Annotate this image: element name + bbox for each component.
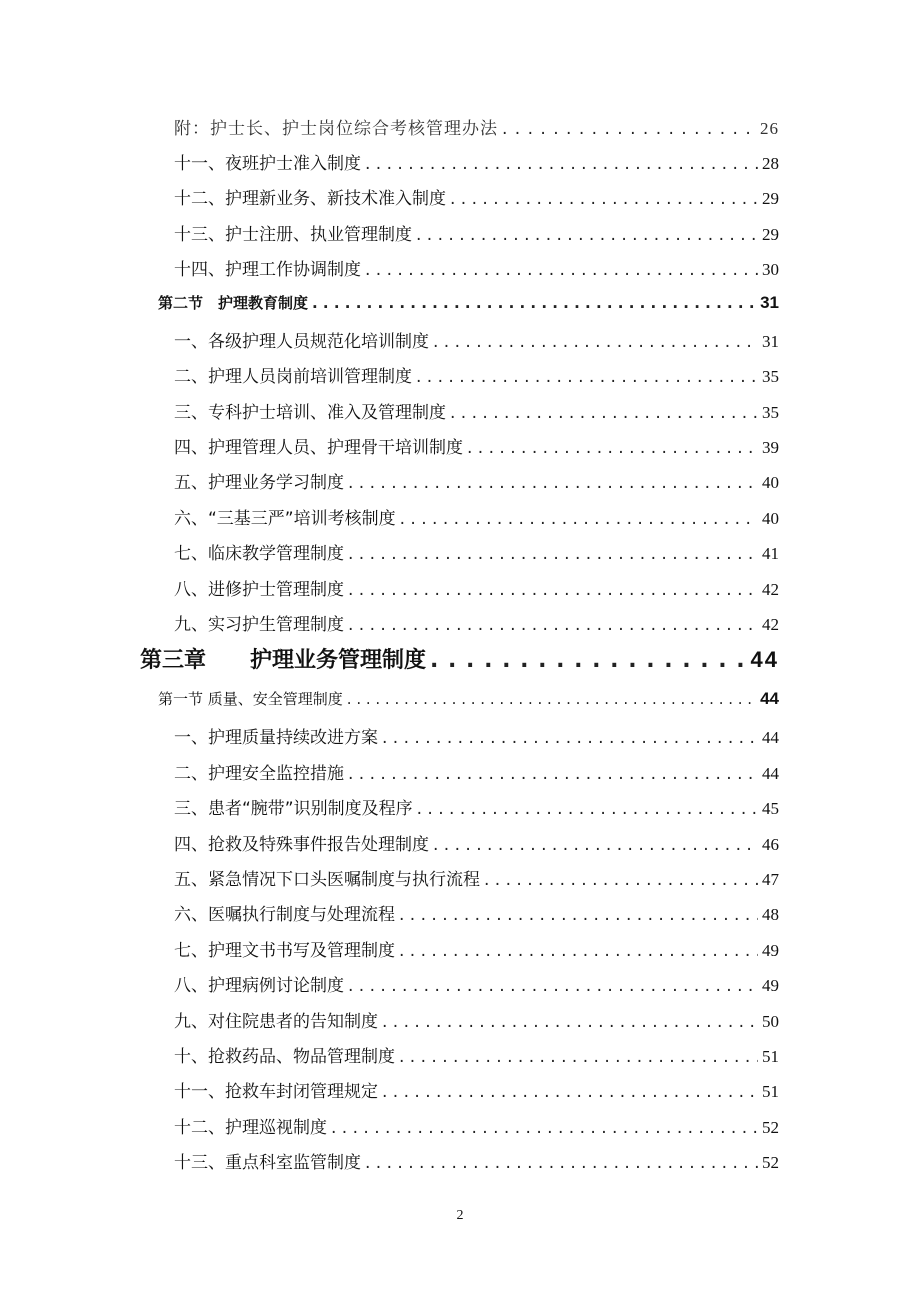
dot-leader bbox=[348, 580, 758, 600]
dot-leader bbox=[399, 905, 758, 925]
dot-leader bbox=[433, 332, 758, 352]
toc-entry-title: 四、抢救及特殊事件报告处理制度 bbox=[174, 835, 429, 855]
toc-entry bbox=[174, 149, 779, 174]
toc-entry bbox=[174, 504, 779, 529]
toc-entry bbox=[174, 1113, 779, 1138]
toc-entry-title: 八、进修护士管理制度 bbox=[174, 580, 344, 600]
toc-entry bbox=[174, 398, 779, 423]
dot-leader bbox=[399, 1047, 758, 1067]
toc-entry-title: 一、护理质量持续改进方案 bbox=[174, 728, 378, 748]
toc-entry-title: 一、各级护理人员规范化培训制度 bbox=[174, 332, 429, 352]
dot-leader bbox=[348, 976, 758, 996]
toc-chapter-title: 第三章 护理业务管理制度 bbox=[140, 648, 427, 673]
toc-entry bbox=[174, 759, 779, 784]
toc-entry bbox=[174, 184, 779, 209]
dot-leader bbox=[430, 648, 747, 673]
toc-entry bbox=[174, 1148, 779, 1173]
toc-entry-title: 四、护理管理人员、护理骨干培训制度 bbox=[174, 438, 463, 458]
toc-entry-title: 十二、护理巡视制度 bbox=[174, 1118, 327, 1138]
toc-entry-page: 29 bbox=[762, 225, 779, 244]
toc-entry-page: 44 bbox=[762, 728, 779, 747]
toc-entry-title: 附：护士长、护士岗位综合考核管理办法 bbox=[174, 119, 498, 139]
toc-entry bbox=[174, 362, 779, 387]
toc-entry-title: 十一、抢救车封闭管理规定 bbox=[174, 1082, 378, 1102]
toc-entry-title: 十三、重点科室监管制度 bbox=[174, 1153, 361, 1173]
dot-leader bbox=[348, 473, 758, 493]
dot-leader bbox=[399, 941, 758, 961]
toc-entry-page: 52 bbox=[762, 1118, 779, 1137]
toc-entry-page: 28 bbox=[762, 154, 779, 173]
dot-leader bbox=[348, 764, 758, 784]
page-number: 2 bbox=[456, 1208, 464, 1223]
toc-section-page: 31 bbox=[760, 293, 779, 312]
toc-entry bbox=[174, 1042, 779, 1067]
dot-leader bbox=[400, 509, 758, 529]
toc-entry-title: 七、护理文书书写及管理制度 bbox=[174, 941, 395, 961]
toc-entry-page: 49 bbox=[762, 941, 779, 960]
toc-entry bbox=[174, 900, 779, 925]
dot-leader bbox=[365, 1153, 758, 1173]
toc-entry-title: 十四、护理工作协调制度 bbox=[174, 260, 361, 280]
toc-section-page: 44 bbox=[760, 689, 779, 708]
toc-entry-page: 29 bbox=[762, 189, 779, 208]
toc-entry bbox=[174, 1077, 779, 1102]
dot-leader bbox=[417, 799, 758, 819]
dot-leader bbox=[484, 870, 758, 890]
toc-entry-page: 40 bbox=[762, 473, 779, 492]
toc-entry-title: 十一、夜班护士准入制度 bbox=[174, 154, 361, 174]
toc-entry-title: 六、“三基三严”培训考核制度 bbox=[174, 509, 396, 529]
dot-leader bbox=[365, 154, 758, 174]
toc-entry-page: 35 bbox=[762, 403, 779, 422]
toc-entry bbox=[174, 575, 779, 600]
dot-leader bbox=[467, 438, 758, 458]
toc-entry-title: 十、抢救药品、物品管理制度 bbox=[174, 1047, 395, 1067]
toc-entry bbox=[174, 327, 779, 352]
toc-entry bbox=[174, 865, 779, 890]
toc-entry bbox=[174, 1007, 779, 1032]
toc-entry-title: 十三、护士注册、执业管理制度 bbox=[174, 225, 412, 245]
toc-entry bbox=[174, 468, 779, 493]
toc-entry bbox=[174, 114, 779, 139]
toc-entry bbox=[174, 220, 779, 245]
toc-entry bbox=[174, 255, 779, 280]
toc-entry-title: 十二、护理新业务、新技术准入制度 bbox=[174, 189, 446, 209]
toc-entry-title: 三、专科护士培训、准入及管理制度 bbox=[174, 403, 446, 423]
toc-section-title: 第一节 质量、安全管理制度 bbox=[158, 690, 343, 708]
toc-entry-title: 二、护理人员岗前培训管理制度 bbox=[174, 367, 412, 387]
toc-entry-page: 42 bbox=[762, 615, 779, 634]
toc-entry-title: 二、护理安全监控措施 bbox=[174, 764, 344, 784]
toc-entry-page: 30 bbox=[762, 260, 779, 279]
toc-section-heading bbox=[158, 292, 779, 313]
toc-entry-title: 九、实习护生管理制度 bbox=[174, 615, 344, 635]
dot-leader bbox=[365, 260, 758, 280]
toc-entry-page: 52 bbox=[762, 1153, 779, 1172]
dot-leader bbox=[416, 225, 758, 245]
dot-leader bbox=[382, 728, 758, 748]
dot-leader bbox=[382, 1082, 758, 1102]
toc-entry-title: 三、患者“腕带”识别制度及程序 bbox=[174, 799, 413, 819]
toc-entry bbox=[174, 971, 779, 996]
dot-leader bbox=[502, 119, 756, 139]
toc-entry-page: 51 bbox=[762, 1082, 779, 1101]
toc-chapter-heading bbox=[140, 643, 779, 674]
dot-leader bbox=[312, 294, 756, 312]
toc-entry bbox=[174, 723, 779, 748]
toc-entry-title: 九、对住院患者的告知制度 bbox=[174, 1012, 378, 1032]
toc-entry bbox=[174, 539, 779, 564]
toc-entry-page: 46 bbox=[762, 835, 779, 854]
toc-entry-page: 26 bbox=[760, 119, 779, 138]
toc-entry-page: 35 bbox=[762, 367, 779, 386]
toc-entry-page: 48 bbox=[762, 905, 779, 924]
toc-entry bbox=[174, 830, 779, 855]
toc-entry-page: 42 bbox=[762, 580, 779, 599]
toc-entry-page: 31 bbox=[762, 332, 779, 351]
toc-entry-title: 八、护理病例讨论制度 bbox=[174, 976, 344, 996]
toc-entry-page: 45 bbox=[762, 799, 779, 818]
toc-section-heading bbox=[158, 688, 779, 709]
toc-entry-title: 五、护理业务学习制度 bbox=[174, 473, 344, 493]
dot-leader bbox=[348, 544, 758, 564]
toc-entry-title: 六、医嘱执行制度与处理流程 bbox=[174, 905, 395, 925]
toc-entry bbox=[174, 936, 779, 961]
toc-entry bbox=[174, 433, 779, 458]
toc-section-title: 第二节 护理教育制度 bbox=[158, 294, 309, 312]
dot-leader bbox=[450, 403, 758, 423]
dot-leader bbox=[348, 615, 758, 635]
toc-entry-page: 39 bbox=[762, 438, 779, 457]
toc-entry-page: 47 bbox=[762, 870, 779, 889]
toc-entry-page: 51 bbox=[762, 1047, 779, 1066]
toc-entry-page: 50 bbox=[762, 1012, 779, 1031]
toc-entry bbox=[174, 794, 779, 819]
toc-entry-page: 44 bbox=[762, 764, 779, 783]
dot-leader bbox=[433, 835, 758, 855]
dot-leader bbox=[347, 690, 756, 708]
toc-entry-page: 49 bbox=[762, 976, 779, 995]
toc-entry-title: 七、临床教学管理制度 bbox=[174, 544, 344, 564]
toc-chapter-page: 44 bbox=[750, 647, 779, 672]
toc-entry-page: 41 bbox=[762, 544, 779, 563]
dot-leader bbox=[382, 1012, 758, 1032]
toc-entry bbox=[174, 610, 779, 635]
toc-entry-title: 五、紧急情况下口头医嘱制度与执行流程 bbox=[174, 870, 480, 890]
toc-entry-page: 40 bbox=[762, 509, 779, 528]
dot-leader bbox=[450, 189, 758, 209]
dot-leader bbox=[416, 367, 758, 387]
dot-leader bbox=[331, 1118, 758, 1138]
